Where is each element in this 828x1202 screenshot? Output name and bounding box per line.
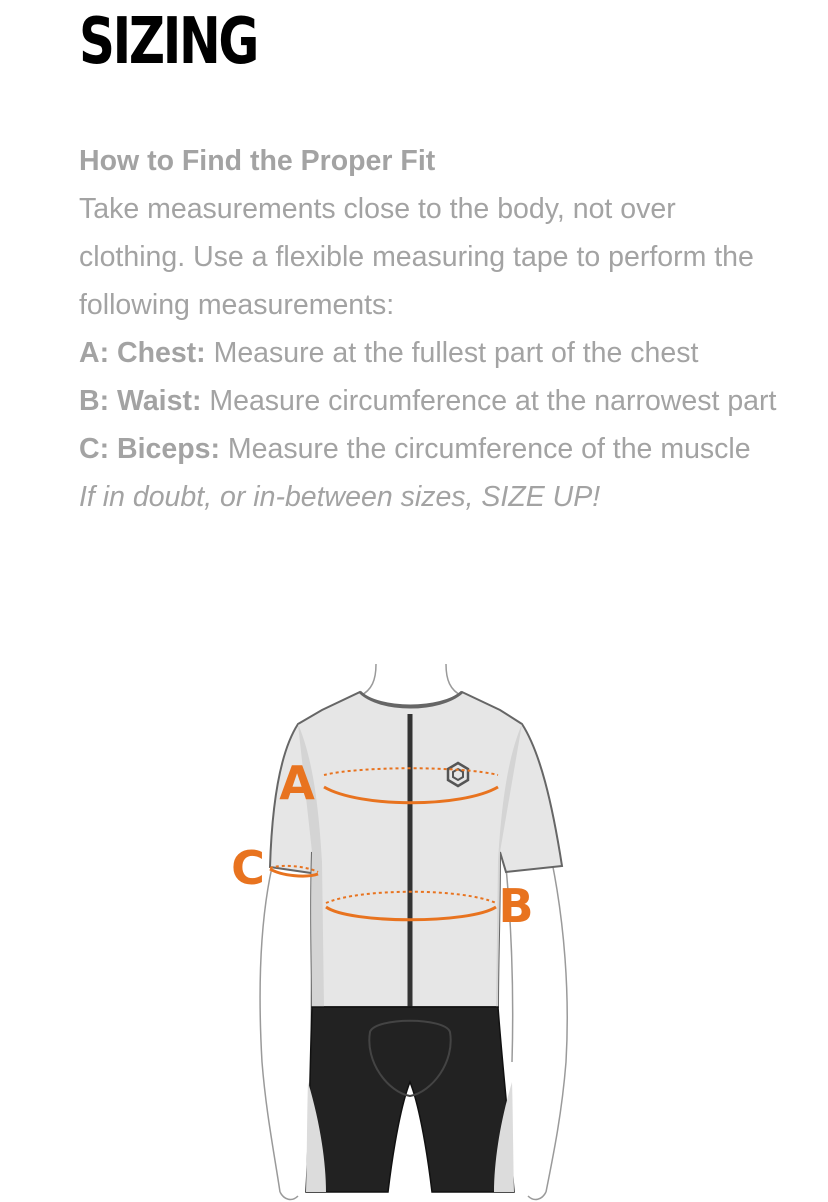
chest-label: A (279, 756, 315, 810)
fit-intro: Take measurements close to the body, not over clothing. Use a flexible measuring tape to perform the following measurements: (79, 193, 754, 321)
page-title: SIZING (79, 5, 258, 79)
measurement-chest-description: Measure at the fullest part of the chest (213, 337, 699, 369)
measurement-waist-term: B: Waist: (79, 385, 202, 417)
measurement-waist (79, 377, 779, 425)
waist-label: B (498, 879, 534, 933)
shorts-shape (306, 1007, 514, 1192)
size-up-note: If in doubt, or in-between sizes, SIZE UP! (79, 481, 601, 513)
measurement-biceps-description: Measure the circumference of the muscle (227, 433, 751, 465)
biceps-label: C (231, 841, 265, 895)
measurement-illustration (200, 662, 620, 1202)
measurement-chest-term: A: Chest: (79, 337, 206, 369)
measurement-biceps (79, 425, 779, 473)
measurement-biceps-term: C: Biceps: (79, 433, 220, 465)
measurement-chest (79, 329, 779, 377)
fit-guide (79, 137, 779, 521)
measurement-waist-description: Measure circumference at the narrowest part (209, 385, 777, 417)
fit-heading: How to Find the Proper Fit (79, 145, 436, 177)
jersey-figure-svg (200, 662, 620, 1202)
